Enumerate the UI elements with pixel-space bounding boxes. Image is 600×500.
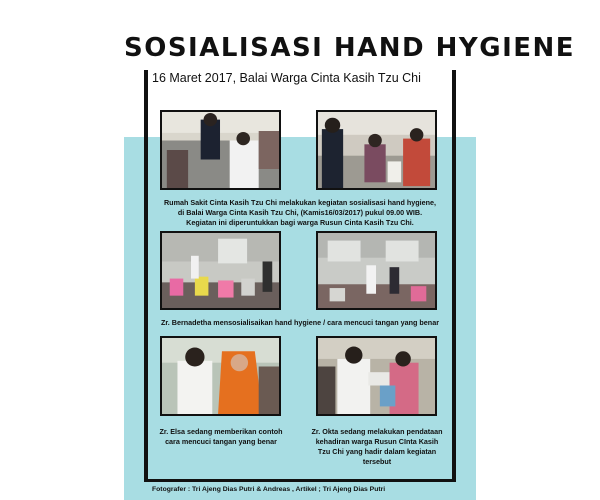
photo-bottom-left	[160, 336, 281, 416]
photo-top-left-image	[162, 112, 279, 188]
photo-credit: Fotografer : Tri Ajeng Dias Putri & Andreas , Artikel ; Tri Ajeng Dias Putri	[152, 486, 386, 493]
intro-line: Rumah Sakit Cinta Kasih Tzu Chi melakukan kegiatan sosialisasi hand hygiene,	[163, 198, 436, 207]
photo-bottom-left-image	[162, 338, 279, 414]
photo-middle-left	[160, 231, 281, 310]
intro-paragraph	[148, 198, 452, 228]
frame-left-border	[144, 70, 148, 482]
caption-line: Zr. Okta sedang melakukan pendataan	[311, 427, 443, 436]
frame-right-border	[452, 70, 456, 482]
photo-middle-right-image	[318, 233, 435, 308]
caption-line: tersebut	[362, 457, 392, 466]
caption-bottom-left	[152, 427, 290, 447]
caption-bottom-right	[306, 427, 448, 467]
photo-top-left	[160, 110, 281, 190]
caption-line: Zr. Elsa sedang memberikan contoh	[159, 427, 283, 436]
photo-middle-left-image	[162, 233, 279, 308]
caption-line: Tzu Chi yang hadir dalam kegiatan	[317, 447, 437, 456]
intro-line: Kegiatan ini diperuntukkan bagi warga Rusun Cinta Kasih Tzu Chi.	[186, 218, 414, 227]
frame-bottom-border	[144, 479, 456, 482]
photo-top-right	[316, 110, 437, 190]
poster-title: SOSIALISASI HAND HYGIENE	[124, 33, 576, 63]
poster-subtitle: 16 Maret 2017, Balai Warga Cinta Kasih Tzu Chi	[152, 71, 421, 85]
photo-top-right-image	[318, 112, 435, 188]
caption-line: cara mencuci tangan yang benar	[165, 437, 277, 446]
caption-line: kehadiran warga Rusun CInta Kasih	[315, 437, 439, 446]
caption-middle: Zr. Bernadetha mensosialisaikan hand hygiene / cara mencuci tangan yang benar	[160, 318, 439, 327]
intro-line: di Balai Warga Cinta Kasih Tzu Chi, (Kamis16/03/2017) pukul 09.00 WIB.	[177, 208, 423, 217]
photo-bottom-right	[316, 336, 437, 416]
photo-bottom-right-image	[318, 338, 435, 414]
photo-middle-right	[316, 231, 437, 310]
